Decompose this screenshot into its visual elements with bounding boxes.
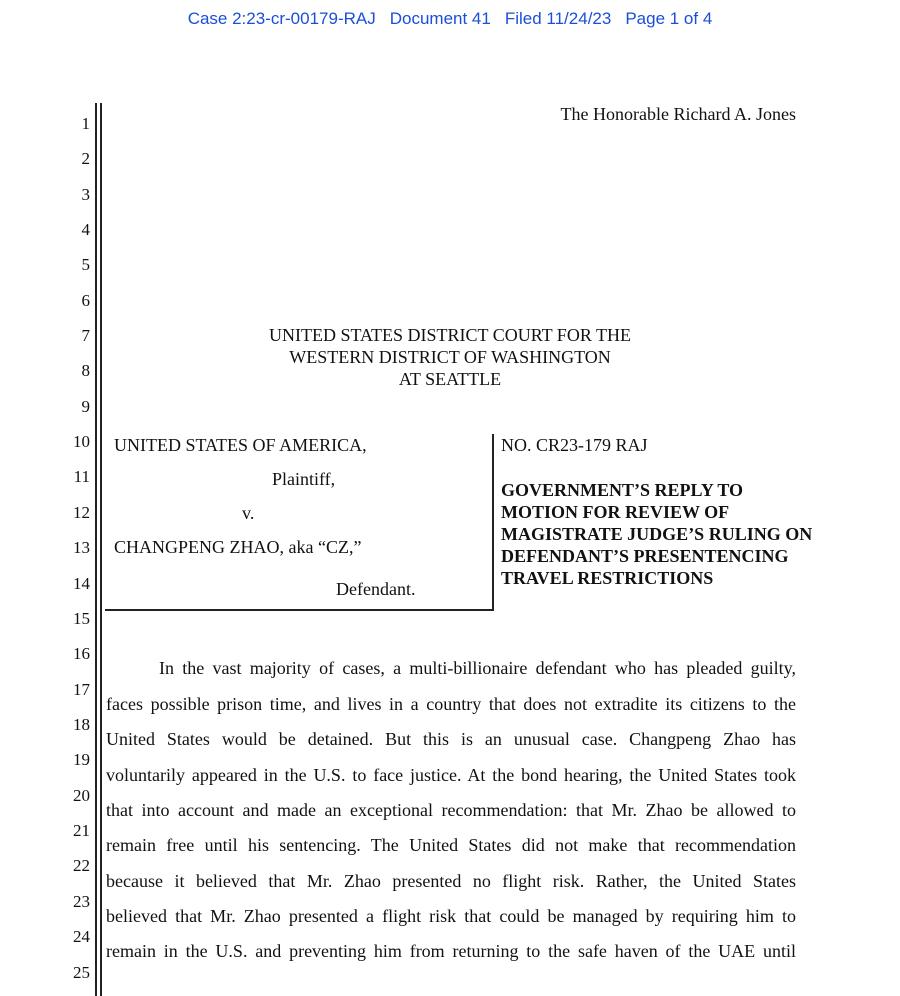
body-line: faces possible prison time, and lives in a country that does not extradite its citizens to the <box>106 694 796 714</box>
line-number: 25 <box>73 963 90 982</box>
body-line: believed that Mr. Zhao presented a flight risk that could be managed by requiring him to <box>106 906 796 926</box>
caption-divider-vertical <box>492 434 494 611</box>
line-number: 15 <box>73 609 90 628</box>
document-title-line: DEFENDANT’S PRESENTENCING <box>501 546 789 566</box>
line-number: 16 <box>73 644 90 663</box>
line-number: 22 <box>73 856 90 875</box>
document-title-line: MOTION FOR REVIEW OF <box>501 502 730 522</box>
left-margin-rule-inner <box>100 103 102 996</box>
left-margin-rule <box>95 103 97 996</box>
filing-header <box>0 9 900 29</box>
line-number: 6 <box>81 291 90 310</box>
line-number: 1 <box>81 114 90 133</box>
line-number: 23 <box>73 892 90 911</box>
plaintiff-name: UNITED STATES OF AMERICA, <box>114 435 367 455</box>
line-number: 17 <box>73 680 90 699</box>
body-line: remain free until his sentencing. The United States did not make that recommendation <box>106 835 796 855</box>
case-number-header: Case 2:23-cr-00179-RAJ <box>187 9 376 28</box>
document-number-header: Document 41 <box>389 9 491 28</box>
defendant-name: CHANGPENG ZHAO, aka “CZ,” <box>114 537 362 557</box>
line-number: 2 <box>81 149 90 168</box>
body-line: In the vast majority of cases, a multi-billionaire defendant who has pleaded guilty, <box>159 658 796 678</box>
line-number: 13 <box>73 538 90 557</box>
line-number: 4 <box>81 220 90 239</box>
line-number: 5 <box>81 255 90 274</box>
document-title <box>501 479 812 589</box>
page-number-header: Page 1 of 4 <box>625 9 713 28</box>
caption-divider-horizontal <box>105 609 493 611</box>
document-title-line: TRAVEL RESTRICTIONS <box>501 568 714 588</box>
line-number: 24 <box>73 927 90 946</box>
line-number: 9 <box>81 397 90 416</box>
line-number: 12 <box>73 503 90 522</box>
defendant-label: Defendant. <box>336 579 416 599</box>
line-number: 20 <box>73 786 90 805</box>
line-number: 14 <box>73 574 90 593</box>
line-number: 3 <box>81 185 90 204</box>
judge-name: The Honorable Richard A. Jones <box>560 104 796 124</box>
line-number: 19 <box>73 750 90 769</box>
line-number: 10 <box>73 432 90 451</box>
body-line: voluntarily appeared in the U.S. to face justice. At the bond hearing, the United States took <box>106 765 796 785</box>
plaintiff-label: Plaintiff, <box>272 469 336 489</box>
court-heading-line2: WESTERN DISTRICT OF WASHINGTON <box>289 347 611 367</box>
line-number: 8 <box>81 361 90 380</box>
body-line: that into account and made an exceptional recommendation: that Mr. Zhao be allowed to <box>106 800 796 820</box>
line-number: 11 <box>73 467 90 486</box>
versus: v. <box>242 503 255 523</box>
court-heading-line1: UNITED STATES DISTRICT COURT FOR THE <box>268 325 631 345</box>
line-number: 21 <box>73 821 90 840</box>
line-number: 18 <box>73 715 90 734</box>
filed-date-header: Filed 11/24/23 <box>504 9 612 28</box>
document-title-line: GOVERNMENT’S REPLY TO <box>501 480 744 500</box>
case-number: NO. CR23-179 RAJ <box>501 435 648 455</box>
line-number: 7 <box>81 326 90 345</box>
court-heading-line3: AT SEATTLE <box>398 369 502 389</box>
body-line: because it believed that Mr. Zhao presented no flight risk. Rather, the United States <box>106 871 796 891</box>
body-line: remain in the U.S. and preventing him from returning to the safe haven of the UAE until <box>106 941 796 961</box>
body-line: United States would be detained. But this is an unusual case. Changpeng Zhao has <box>106 729 796 749</box>
document-title-line: MAGISTRATE JUDGE’S RULING ON <box>501 524 813 544</box>
